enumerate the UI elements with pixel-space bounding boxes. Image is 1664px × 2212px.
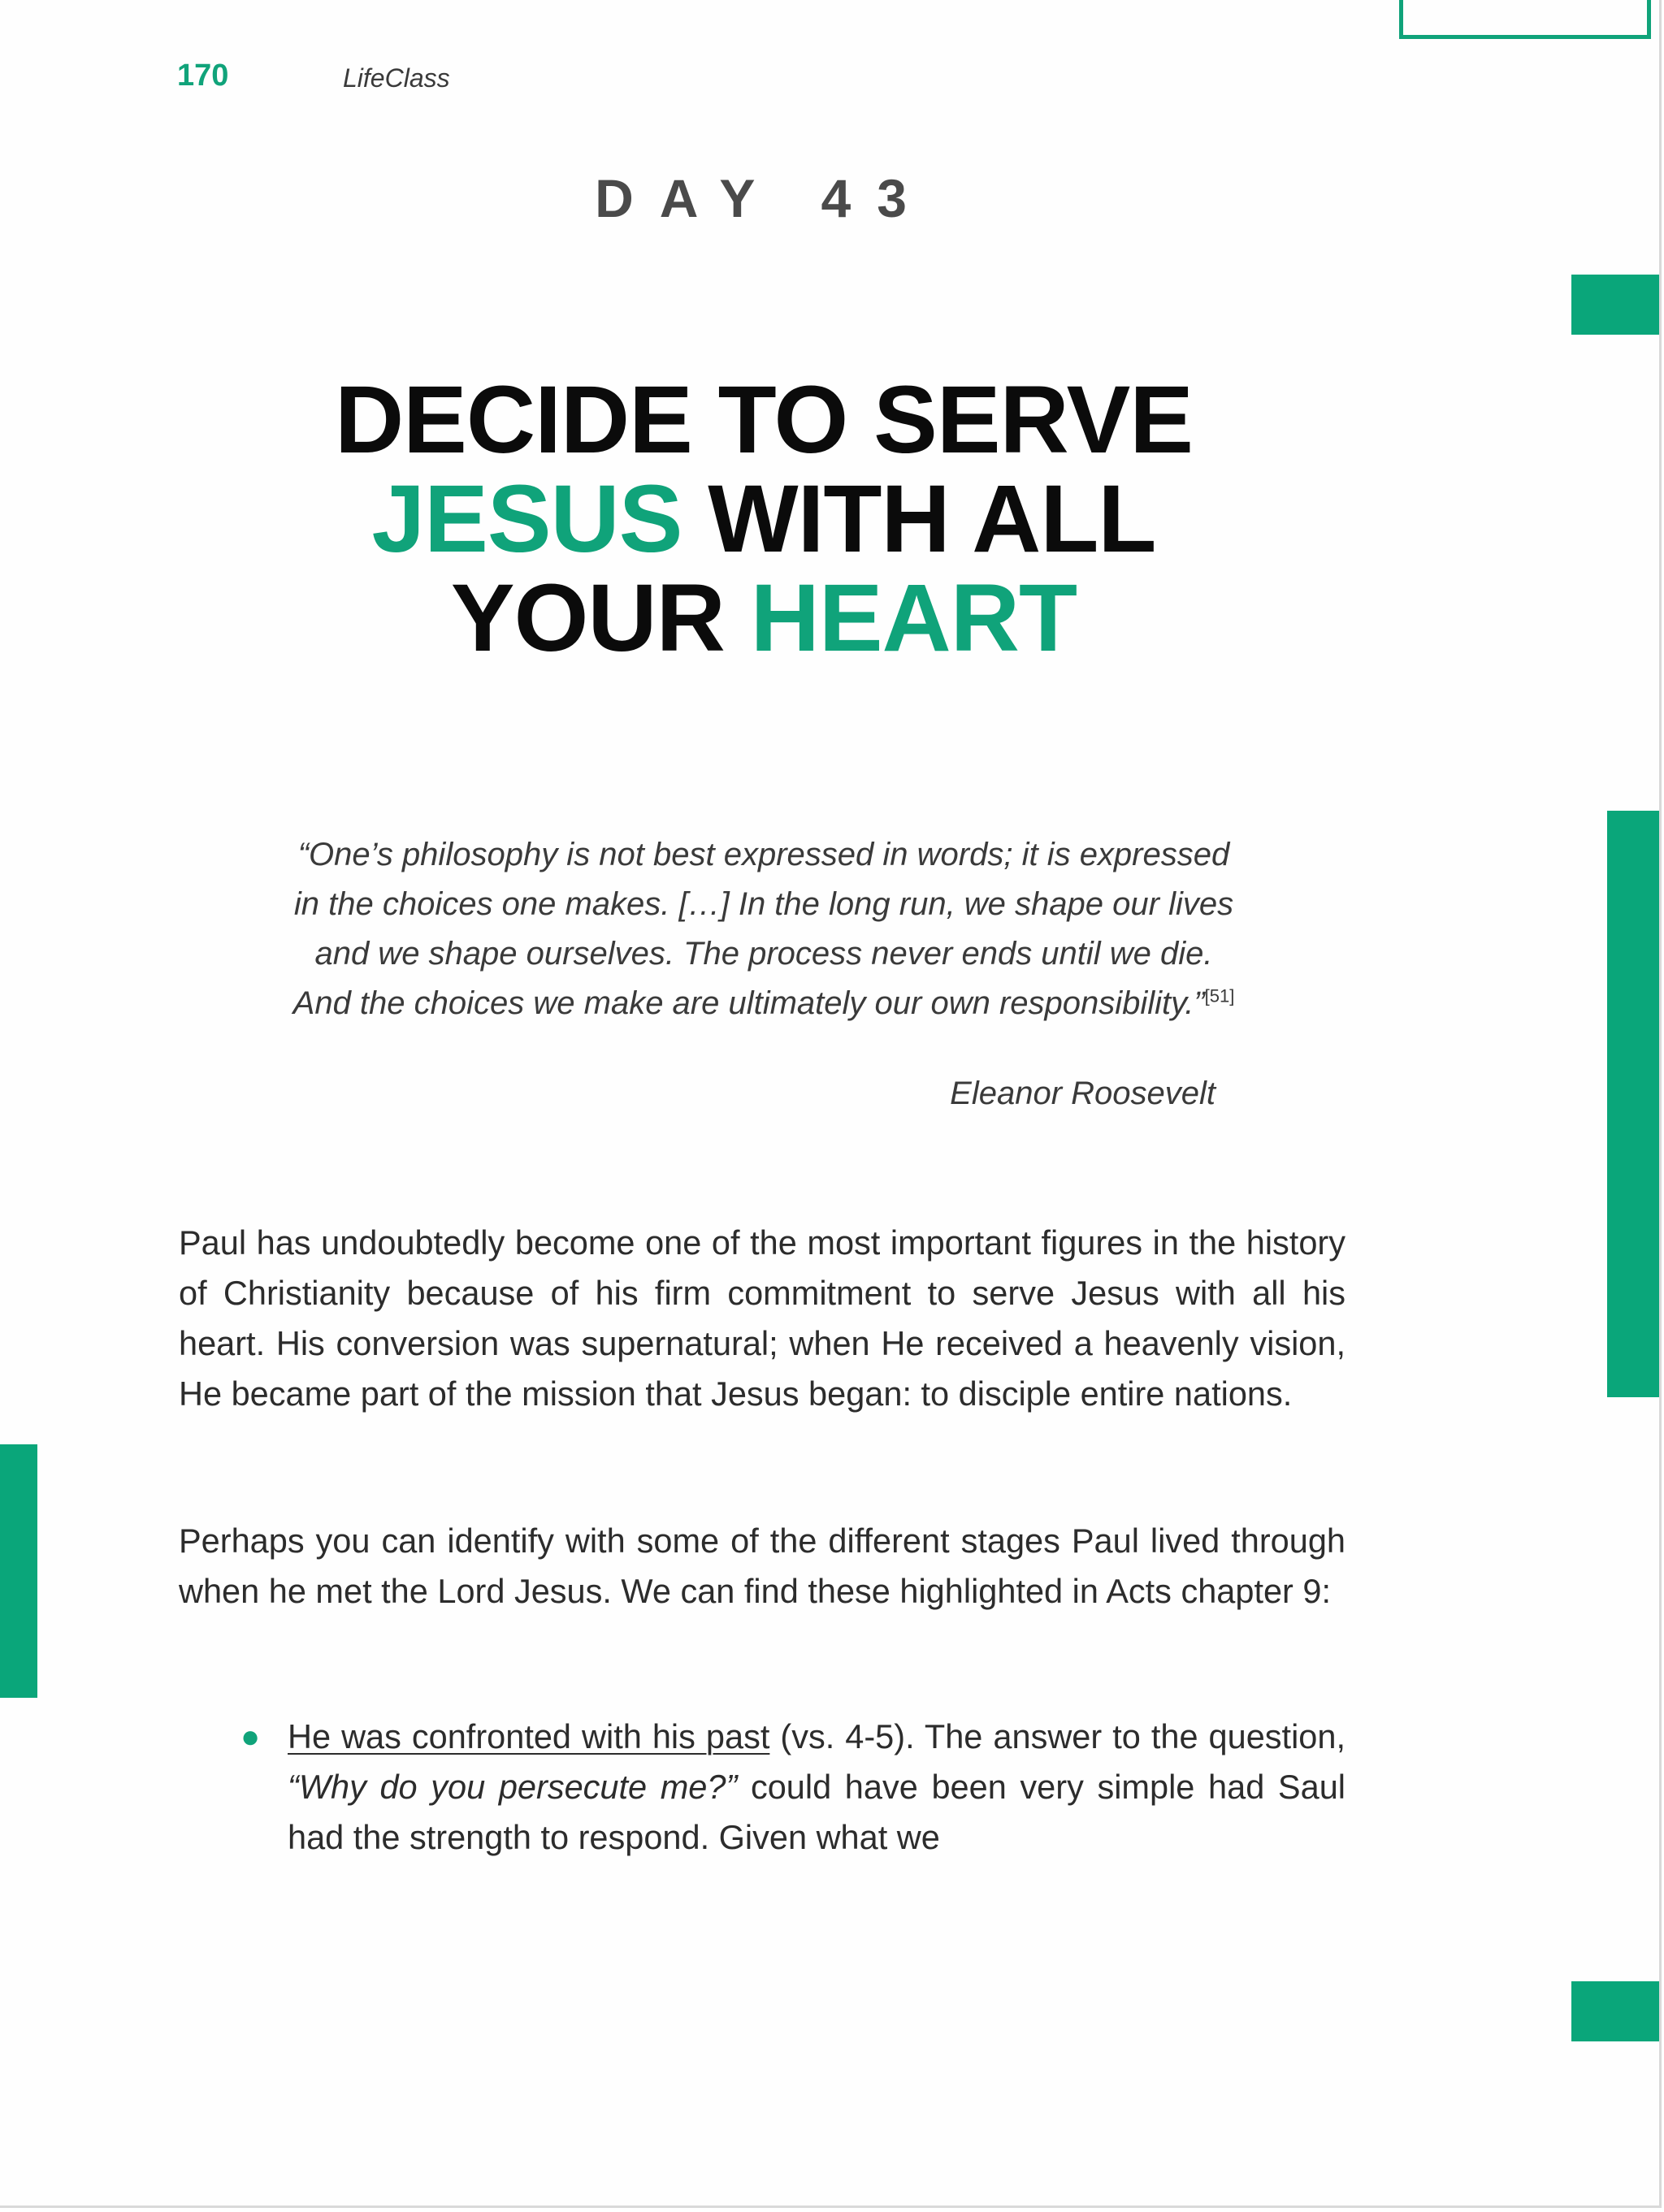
list-item-heading: He was confronted with his past [288,1717,770,1755]
title-accent-word: HEART [750,565,1077,672]
running-header-title: LifeClass [343,63,450,93]
list-item [179,1712,1346,1863]
chapter-title [162,366,1365,672]
title-word: YOUR [450,565,725,672]
list-item-text: (vs. 4-5). The answer to the question, [769,1717,1346,1755]
decorative-green-bar [0,1444,37,1698]
title-line: DECIDE TO SERVE [334,366,1194,474]
decorative-green-bar [1607,811,1659,1397]
body-paragraph: Perhaps you can identify with some of the different stages Paul lived through when he met the Lord Jesus. We can find these highlighted in Acts chapter 9: [179,1522,1346,1610]
page-number: 170 [177,58,229,93]
footnote-reference[interactable]: [51] [1204,985,1235,1006]
day-label: DAY 43 [595,168,933,228]
decorative-green-bar [1571,1981,1659,2041]
body-paragraph: Paul has undoubtedly become one of the most important figures in the history of Christianity because of his firm commitment to serve Jesus with all his heart. His conversion was supernatural; when He received a heavenly vision, He became part of the mission that Jesus began: to disciple entire nations. [179,1223,1346,1413]
epigraph-text: “One’s philosophy is not best expressed in words; it is expressed in the choices one makes. […] In the long run, we shape our lives and we shape ourselves. The process never ends until we die. And the choices we make are ultimately our own responsibility.” [292,837,1234,1021]
list-item-text: could have been very simple had Saul had the strength to respond. Given what we [288,1768,1346,1856]
stages-list [179,1712,1346,1863]
decorative-tab-outline [1399,0,1651,39]
bullet-icon: ● [240,1719,261,1755]
epigraph-author: Eleanor Roosevelt [950,1076,1216,1111]
decorative-green-bar [1571,275,1659,335]
title-word: WITH ALL [708,465,1156,573]
title-accent-word: JESUS [371,465,682,573]
epigraph-quote [292,830,1235,1028]
list-item-quote: “Why do you persecute me?” [288,1768,738,1806]
